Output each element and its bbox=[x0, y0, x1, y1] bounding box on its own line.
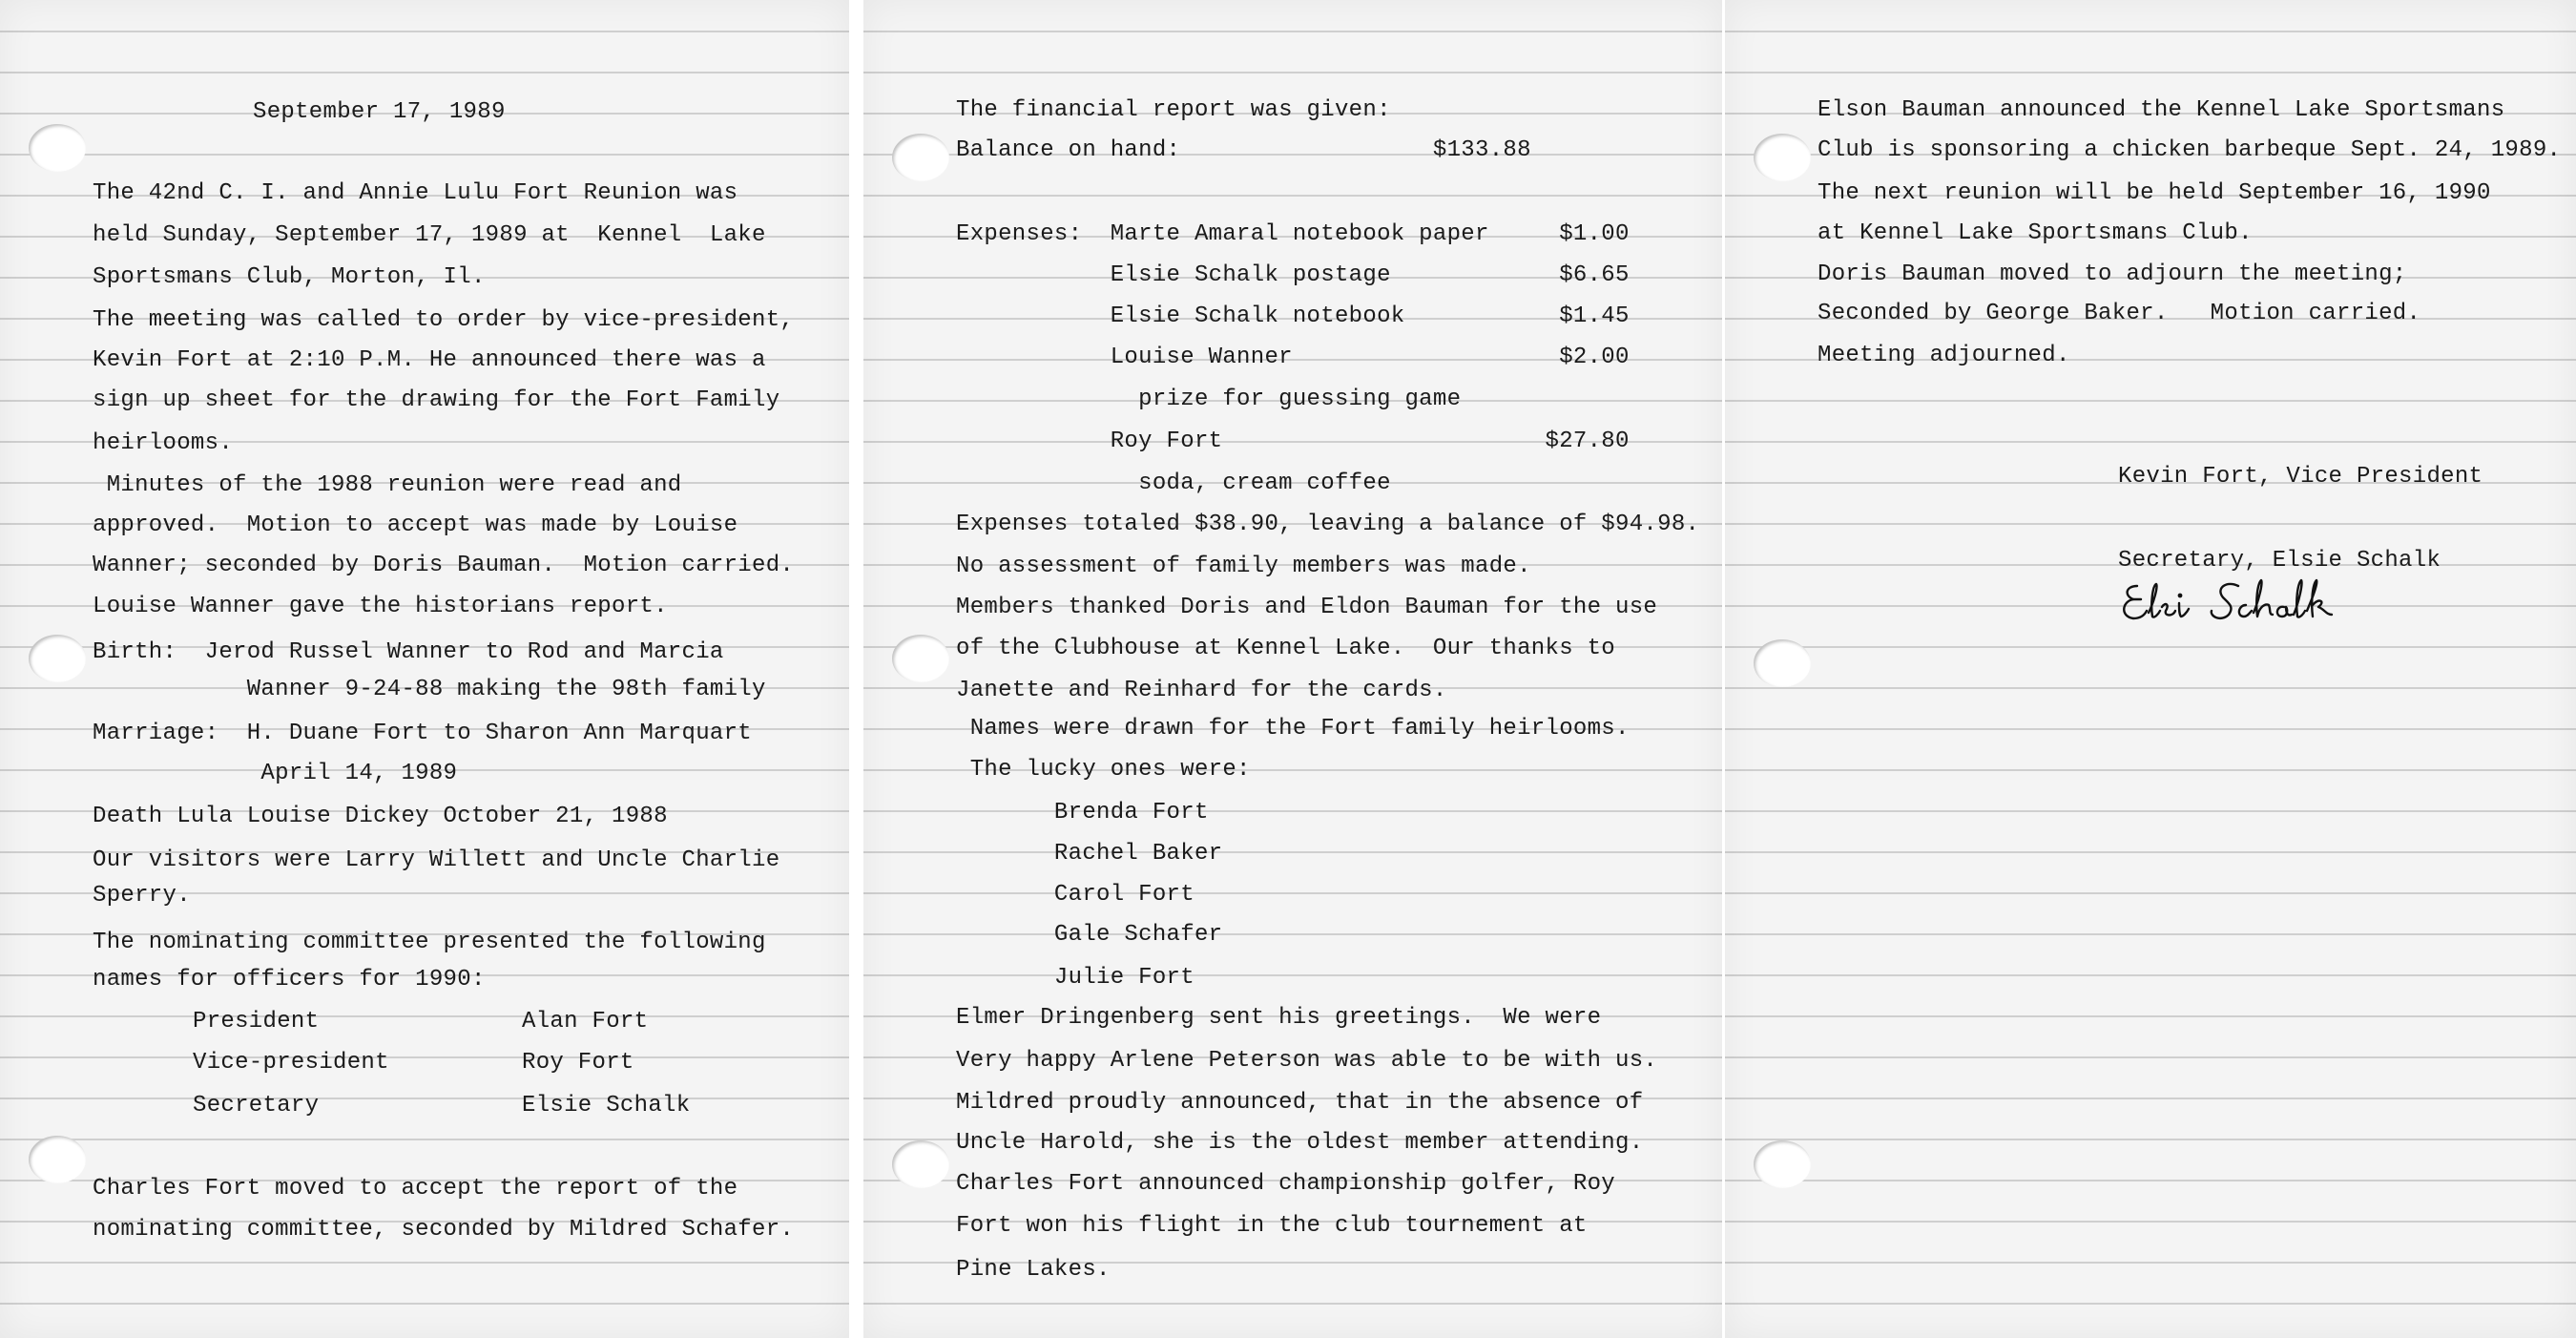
text-line: Charles Fort announced championship golfer, Roy bbox=[956, 1171, 1616, 1197]
text-line: Wanner 9-24-88 making the 98th family bbox=[93, 677, 766, 702]
text-line: Doris Bauman moved to adjourn the meeting; bbox=[1818, 261, 2407, 287]
text-line: Mildred proudly announced, that in the absence of bbox=[956, 1090, 1644, 1116]
officer-name: Elsie Schalk bbox=[522, 1093, 691, 1118]
punch-hole bbox=[892, 635, 949, 682]
text-line: soda, cream coffee bbox=[956, 470, 1391, 496]
text-line: Expenses totaled $38.90, leaving a balance of $94.98. bbox=[956, 512, 1700, 537]
list-item: Gale Schafer bbox=[956, 922, 1223, 948]
text-line: Club is sponsoring a chicken barbeque Sept. 24, 1989. bbox=[1818, 137, 2562, 163]
text-line: approved. Motion to accept was made by Louise bbox=[93, 512, 738, 538]
text-line: No assessment of family members was made. bbox=[956, 554, 1531, 579]
punch-hole bbox=[892, 1140, 949, 1188]
handwritten-signature bbox=[2116, 573, 2383, 639]
page-3 bbox=[1725, 0, 2576, 1338]
text-line: Marriage: H. Duane Fort to Sharon Ann Marquart bbox=[93, 721, 753, 746]
signer-vice-president: Kevin Fort, Vice President bbox=[2118, 464, 2483, 490]
text-line: Our visitors were Larry Willett and Uncle Charlie bbox=[93, 847, 780, 873]
officer-name: Roy Fort bbox=[522, 1050, 634, 1076]
text-line: Elmer Dringenberg sent his greetings. We were bbox=[956, 1005, 1602, 1031]
text-line: Names were drawn for the Fort family heirlooms. bbox=[956, 716, 1630, 742]
text-line: The meeting was called to order by vice-president, bbox=[93, 307, 795, 333]
text-line: Kevin Fort at 2:10 P.M. He announced there was a bbox=[93, 347, 766, 373]
text-line: Elson Bauman announced the Kennel Lake Sportsmans bbox=[1818, 97, 2505, 123]
text-line: Birth: Jerod Russel Wanner to Rod and Marcia bbox=[93, 639, 724, 665]
punch-hole bbox=[29, 635, 86, 682]
signer-secretary: Secretary, Elsie Schalk bbox=[2118, 548, 2441, 574]
text-line: The 42nd C. I. and Annie Lulu Fort Reunion was bbox=[93, 180, 738, 206]
officer-name: Alan Fort bbox=[522, 1009, 649, 1035]
text-line: Elsie Schalk postage $6.65 bbox=[956, 262, 1630, 288]
text-line: Charles Fort moved to accept the report of the bbox=[93, 1176, 738, 1202]
text-line: Uncle Harold, she is the oldest member attending. bbox=[956, 1130, 1644, 1156]
text-line: Expenses: Marte Amaral notebook paper $1.00 bbox=[956, 221, 1630, 247]
text-line: heirlooms. bbox=[93, 430, 234, 456]
text-line: nominating committee, seconded by Mildred Schafer. bbox=[93, 1217, 795, 1243]
list-item: Rachel Baker bbox=[956, 841, 1223, 867]
officer-office: Secretary bbox=[193, 1093, 320, 1118]
officer-office: Vice-president bbox=[193, 1050, 389, 1076]
punch-hole bbox=[29, 1136, 86, 1183]
text-line: Janette and Reinhard for the cards. bbox=[956, 678, 1447, 703]
page-1 bbox=[0, 0, 849, 1338]
text-line: at Kennel Lake Sportsmans Club. bbox=[1818, 220, 2253, 246]
punch-hole bbox=[1754, 1140, 1811, 1188]
text-line: Fort won his flight in the club tournement at bbox=[956, 1213, 1588, 1239]
text-line: The financial report was given: bbox=[956, 97, 1391, 123]
text-line: The lucky ones were: bbox=[956, 757, 1251, 783]
text-line: sign up sheet for the drawing for the Fort Family bbox=[93, 387, 780, 413]
text-line: Wanner; seconded by Doris Bauman. Motion carried. bbox=[93, 553, 795, 578]
text-line: Death Lula Louise Dickey October 21, 1988 bbox=[93, 804, 668, 829]
list-item: Julie Fort bbox=[956, 965, 1195, 991]
text-line: Louise Wanner $2.00 bbox=[956, 345, 1630, 370]
text-line: Sperry. bbox=[93, 883, 191, 909]
punch-hole bbox=[29, 124, 86, 172]
text-line: Louise Wanner gave the historians report. bbox=[93, 594, 668, 619]
text-line: Pine Lakes. bbox=[956, 1257, 1111, 1283]
list-item: Carol Fort bbox=[956, 882, 1195, 908]
page-2 bbox=[863, 0, 1722, 1338]
text-line: Very happy Arlene Peterson was able to be with us. bbox=[956, 1048, 1658, 1074]
text-line: April 14, 1989 bbox=[93, 761, 458, 786]
text-line: The next reunion will be held September 16, 1990 bbox=[1818, 180, 2491, 206]
punch-hole bbox=[1754, 134, 1811, 181]
text-line: Minutes of the 1988 reunion were read and bbox=[93, 472, 682, 498]
punch-hole bbox=[1754, 639, 1811, 687]
text-line: Members thanked Doris and Eldon Bauman for the use bbox=[956, 595, 1658, 620]
text-line: Elsie Schalk notebook $1.45 bbox=[956, 303, 1630, 329]
officer-office: President bbox=[193, 1009, 320, 1035]
text-line: held Sunday, September 17, 1989 at Kennel Lake bbox=[93, 222, 766, 248]
text-line: Meeting adjourned. bbox=[1818, 343, 2070, 368]
text-line: Roy Fort $27.80 bbox=[956, 429, 1630, 454]
list-item: Brenda Fort bbox=[956, 800, 1209, 826]
text-line: names for officers for 1990: bbox=[93, 967, 486, 993]
text-line: prize for guessing game bbox=[956, 387, 1462, 412]
text-line: Sportsmans Club, Morton, Il. bbox=[93, 264, 486, 290]
text-line: of the Clubhouse at Kennel Lake. Our thanks to bbox=[956, 636, 1616, 661]
text-line: The nominating committee presented the following bbox=[93, 930, 766, 955]
punch-hole bbox=[892, 134, 949, 181]
text-line: Seconded by George Baker. Motion carried. bbox=[1818, 301, 2421, 326]
date-line: September 17, 1989 bbox=[253, 99, 506, 125]
text-line: Balance on hand: $133.88 bbox=[956, 137, 1531, 163]
